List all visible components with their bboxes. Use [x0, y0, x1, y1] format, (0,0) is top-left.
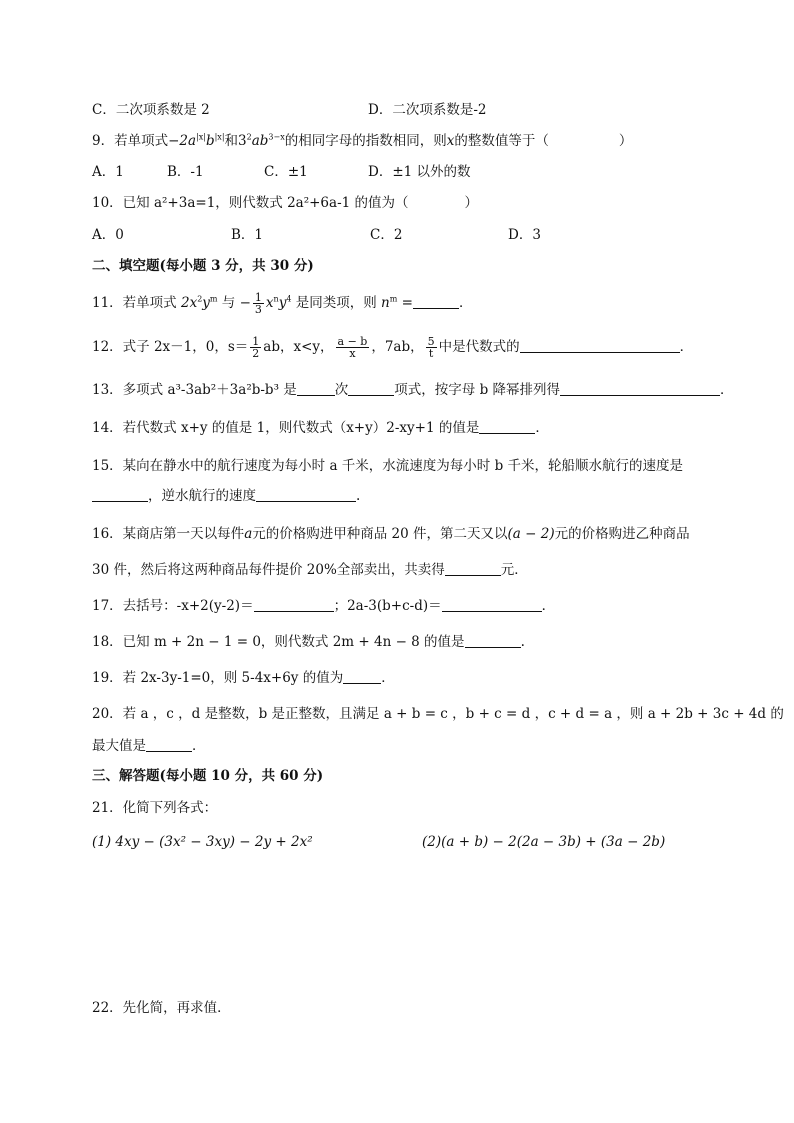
- q20-answer-blank[interactable]: [146, 737, 192, 752]
- q21-stem: 21．化简下列各式：: [92, 800, 218, 816]
- q15-upstream-blank[interactable]: [256, 487, 356, 502]
- q14-answer-blank[interactable]: [479, 419, 535, 434]
- q18: 18．已知 m + 2n − 1 = 0，则代数式 2m + 4n − 8 的值是 .: [92, 634, 525, 650]
- q21-part-1: (1) 4xy − (3x² − 3xy) − 2y + 2x²: [92, 834, 313, 850]
- q17: 17．去括号：-x+2(y-2)＝ ；2a-3(b+c-d)＝ ．: [92, 598, 556, 614]
- q9-option-d: D．±1 以外的数: [368, 164, 471, 180]
- q8-option-c: C．二次项系数是 2: [92, 102, 210, 118]
- q9-option-a: A．1: [92, 164, 124, 180]
- q12-fraction-2: $\frac{a - b}{x}$: [337, 335, 368, 360]
- q17-answer-blank-1[interactable]: [254, 597, 334, 612]
- q13: 13．多项式 a³-3ab²＋3a²b-b³ 是 次 项式，按字母 b 降幂排列得 ．: [92, 382, 734, 398]
- q17-answer-blank-2[interactable]: [442, 597, 542, 612]
- q9-stem: 9．若单项式$-2a^{|x|}b^{|x|}$和$3^2ab^{3-x}$的相同字母的指数相同，则x的整数值等于（ ）: [92, 132, 633, 149]
- q13-terms-blank[interactable]: [348, 381, 394, 396]
- q14: 14．若代数式 x+y 的值是 1，则代数式（x+y）2-xy+1 的值是 ．: [92, 420, 549, 436]
- q12: 12．式子 2x－1，0，s＝ $\frac{1}{2}$ ab，x<y， $\frac{a - b}{x}$ ，7ab， $\frac{5}{t}$ 中是代数式的 ．: [92, 335, 694, 360]
- q15-line-1: 15．某向在静水中的航行速度为每小时 a 千米，水流速度为每小时 b 千米，轮船顺水航行的速度是: [92, 458, 684, 474]
- q10-option-c: C．2: [370, 227, 403, 243]
- q9-option-c: C．±1: [264, 164, 308, 180]
- q12-fraction-3: $\frac{5}{t}$: [427, 335, 435, 360]
- q20-line-2: 最大值是 ．: [92, 738, 206, 754]
- q13-order-blank[interactable]: [560, 381, 720, 396]
- q18-answer-blank[interactable]: [465, 633, 521, 648]
- q16-line-2: 30 件，然后将这两种商品每件提价 20%全部卖出，共卖得 元．: [92, 562, 528, 578]
- section-fill-in-heading: 二、填空题(每小题 3 分，共 30 分): [92, 258, 314, 274]
- q19: 19．若 2x-3y-1=0，则 5-4x+6y 的值为 ．: [92, 670, 395, 686]
- q15-downstream-blank[interactable]: [92, 487, 148, 502]
- q15-line-2: ，逆水航行的速度 .: [92, 486, 712, 506]
- q13-degree-blank[interactable]: [297, 381, 335, 396]
- q11-answer-blank[interactable]: [413, 294, 459, 309]
- q20-line-1: 20．若 a ，c ，d 是整数，b 是正整数，且满足 a + b = c ，b + c = d ，c + d = a ，则 a + 2b + 3c + 4d 的: [92, 706, 784, 722]
- q10-stem: 10．已知 a²+3a=1，则代数式 2a²+6a-1 的值为（ ）: [92, 195, 479, 211]
- q19-answer-blank[interactable]: [343, 669, 381, 684]
- q12-answer-blank[interactable]: [520, 338, 680, 353]
- q9-option-b: B．-1: [167, 164, 204, 180]
- q8-option-d: D．二次项系数是-2: [368, 102, 487, 118]
- q11-fraction: $\frac{1}{3}$: [254, 291, 262, 316]
- q10-option-b: B．1: [231, 227, 264, 243]
- q10-option-a: A．0: [92, 227, 124, 243]
- q11: 11．若单项式 $2x^2y^m$ 与 − $\frac{1}{3}$ $x^ny^4$ 是同类项，则 $n^m$ = ．: [92, 291, 473, 316]
- q22-stem: 22．先化简，再求值．: [92, 1000, 231, 1016]
- q12-fraction-1: $\frac{1}{2}$: [252, 335, 260, 360]
- q21-part-2: (2)(a + b) − 2(2a − 3b) + (3a − 2b): [422, 834, 666, 850]
- q16-line-1: 16．某商店第一天以每件a元的价格购进甲种商品 20 件，第二天又以(a − 2)元的价格购进乙种商品: [92, 526, 690, 542]
- q10-option-d: D．3: [508, 227, 541, 243]
- q16-answer-blank[interactable]: [445, 561, 501, 576]
- section-solution-heading: 三、解答题(每小题 10 分，共 60 分): [92, 768, 324, 784]
